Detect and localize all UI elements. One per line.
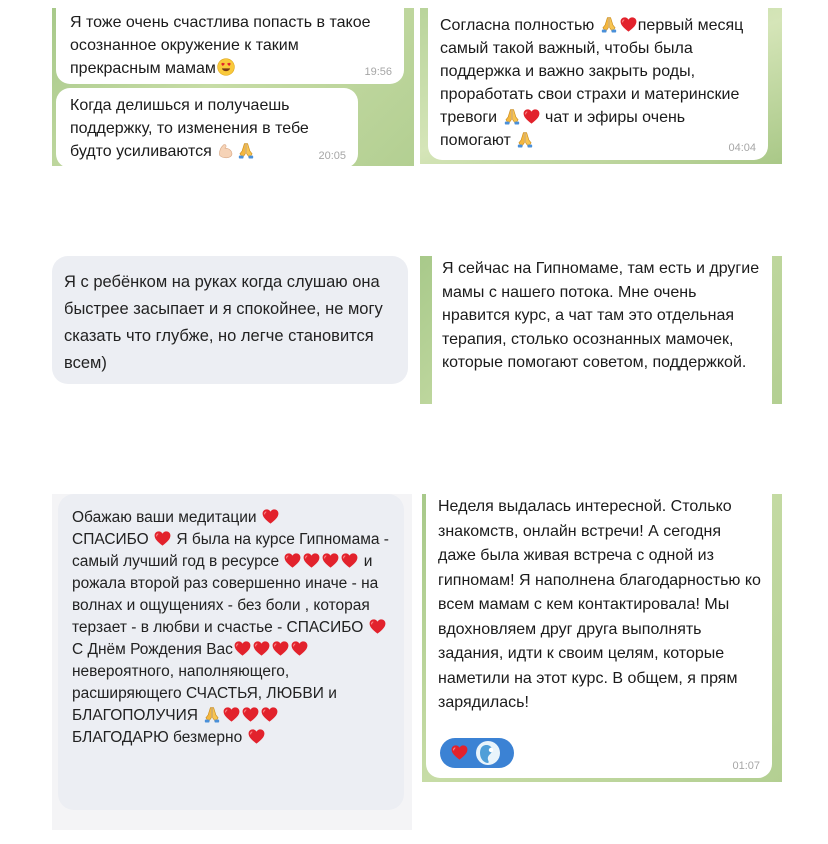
message-time: 20:05	[318, 150, 346, 162]
message-bubble[interactable]	[432, 256, 772, 404]
chat-screenshot-4	[420, 256, 782, 404]
message-bubble[interactable]	[56, 88, 358, 166]
heart-eyes-smile-icon	[217, 58, 235, 76]
red-heart-icon	[291, 641, 308, 656]
red-heart-icon	[341, 553, 358, 568]
message-text: Я сейчас на Гипномаме, там есть и другие мамы с нашего потока. Мне очень нравится курс, а чат там это отдельная терапия, столько осознанных мамочек, которые помогают советом, поддержкой.	[442, 260, 760, 371]
message-text: Я тоже очень счастлива попасть в такое осознанное окружение к таким прекрасным мамам	[70, 14, 371, 77]
message-bubble[interactable]	[428, 8, 768, 160]
message-text-part: С Днём Рождения Вас	[72, 641, 233, 658]
flexed-biceps-icon	[217, 142, 235, 159]
praying-hands-icon	[516, 131, 534, 148]
red-heart-icon	[369, 619, 386, 634]
chat-screenshot-2	[420, 8, 782, 164]
red-heart-icon	[253, 641, 270, 656]
praying-hands-icon	[237, 142, 255, 159]
chat-screenshot-3	[52, 256, 408, 384]
red-heart-icon	[223, 707, 240, 722]
message-text: Неделя выдалась интересной. Столько знакомств, онлайн встречи! А сегодня даже была живая встреча с одной из гипномам! Я наполнена благодарностью ко всем мамам с кем контактировала! Мы вдохновляем друг друга выполнять задания, идти к своим целям, которые наметили на этот курс. В общем, я прям зарядилась!	[438, 498, 761, 711]
message-text-part: БЛАГОДАРЮ безмерно	[72, 729, 243, 746]
red-heart-icon	[523, 109, 540, 124]
message-bubble[interactable]	[426, 494, 772, 778]
chat-screenshot-6	[422, 494, 782, 782]
message-text-part: и рожала второй раз совершенно иначе - на волнах и ощущениях - без боли , которая терзает - в любви и счастье - СПАСИБО	[72, 553, 379, 636]
message-text-part: СПАСИБО	[72, 531, 149, 548]
red-heart-icon	[284, 553, 301, 568]
red-heart-icon	[451, 745, 468, 760]
message-text-part: невероятного, наполняющего, расширяющего СЧАСТЬЯ, ЛЮБВИ и БЛАГОПОЛУЧИЯ	[72, 663, 337, 724]
red-heart-icon	[303, 553, 320, 568]
red-heart-icon	[242, 707, 259, 722]
message-bubble[interactable]	[56, 8, 404, 84]
message-bubble[interactable]	[58, 494, 404, 810]
chat-screenshot-1	[52, 8, 414, 166]
praying-hands-icon	[203, 706, 221, 723]
red-heart-icon	[261, 707, 278, 722]
message-time: 19:56	[364, 66, 392, 78]
message-text: Когда делишься и получаешь поддержку, то изменения в тебе будто усиливаются	[70, 97, 309, 160]
red-heart-icon	[234, 641, 251, 656]
red-heart-icon	[620, 17, 637, 32]
message-text-part: Обажаю ваши медитации	[72, 509, 257, 526]
message-text-part: первый месяц самый такой важный, чтобы была поддержка и важно закрыть роды, проработать свои страхи и материнские тревоги	[440, 17, 744, 126]
praying-hands-icon	[600, 16, 618, 33]
red-heart-icon	[272, 641, 289, 656]
praying-hands-icon	[503, 108, 521, 125]
message-time: 04:04	[728, 142, 756, 154]
message-text-part: чат и эфиры очень помогают	[440, 109, 686, 149]
message-time: 01:07	[732, 760, 760, 772]
red-heart-icon	[262, 509, 279, 524]
avatar-icon	[476, 741, 500, 765]
message-text-part: Согласна полностью	[440, 17, 595, 34]
red-heart-icon	[248, 729, 265, 744]
chat-screenshot-5	[52, 494, 412, 830]
reactor-avatar	[476, 741, 500, 765]
red-heart-icon	[322, 553, 339, 568]
message-bubble[interactable]	[52, 256, 408, 384]
message-text-part: Я была на курсе Гипномама - самый лучший год в ресурсе	[72, 531, 389, 570]
message-text: Я с ребёнком на руках когда слушаю она быстрее засыпает и я спокойнее, не могу сказать что глубже, но легче становится всем)	[64, 273, 383, 372]
reaction-chip[interactable]	[440, 738, 514, 768]
red-heart-icon	[154, 531, 171, 546]
